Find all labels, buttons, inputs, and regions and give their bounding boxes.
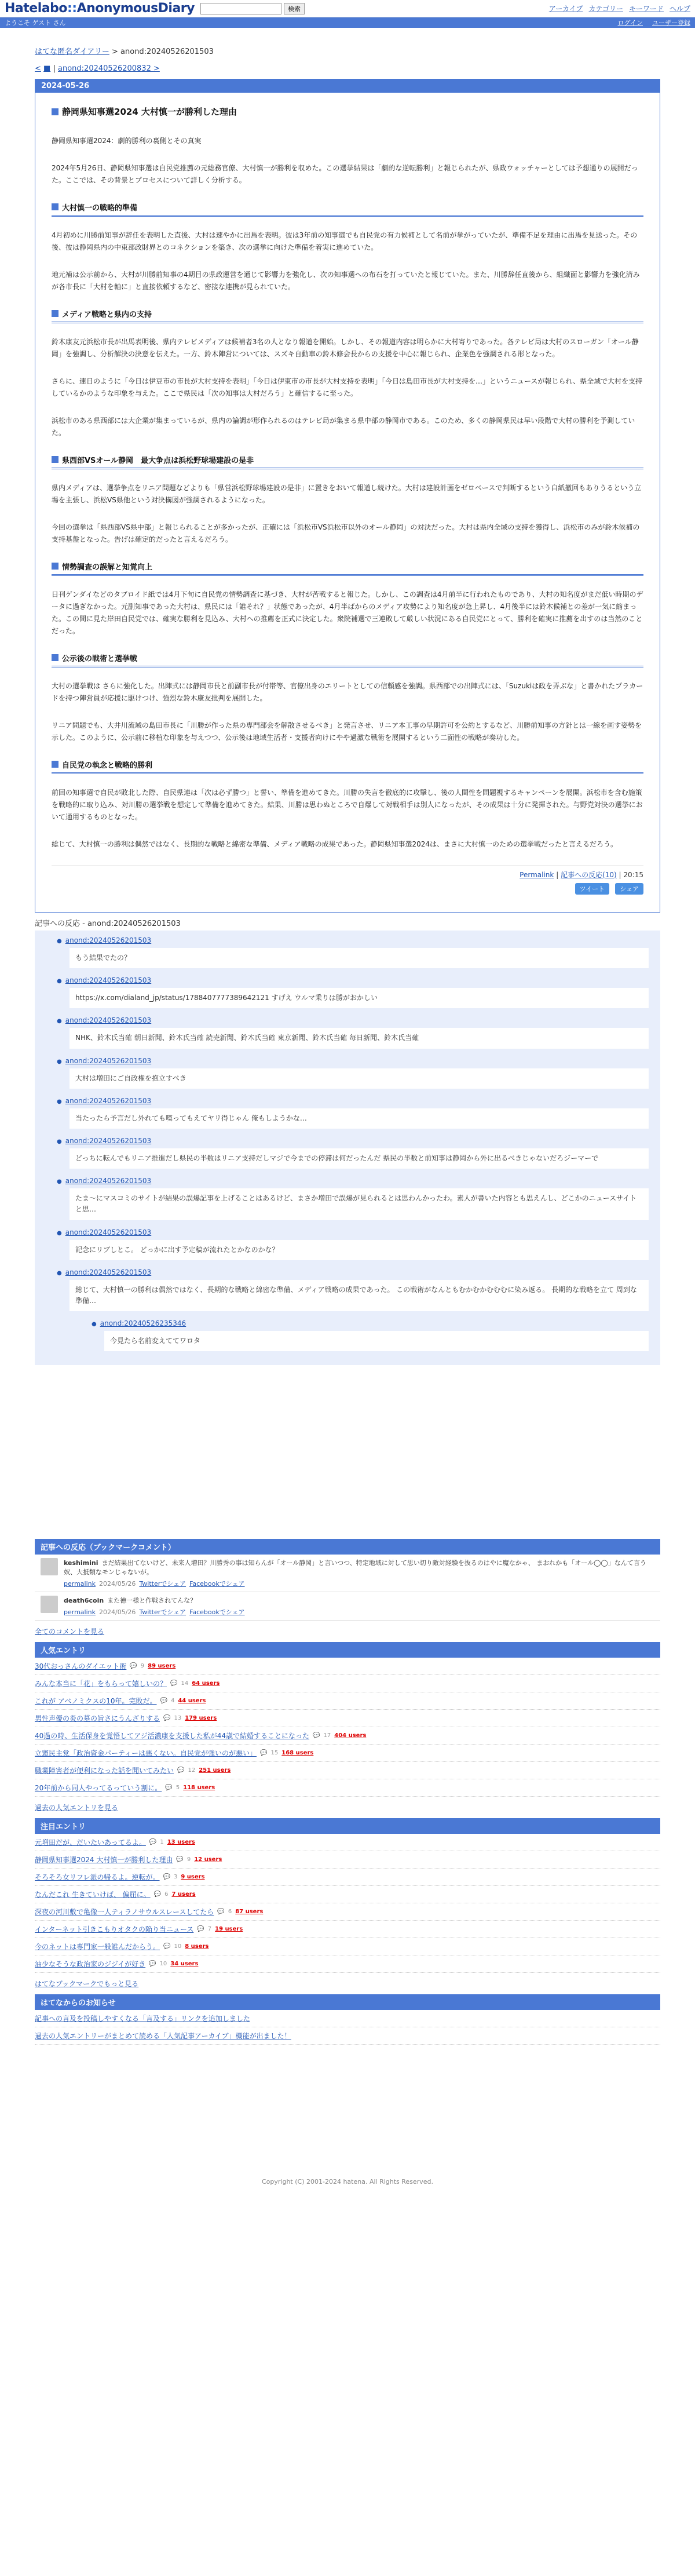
bookmark-meta	[64, 1607, 248, 1617]
section-paragraph: 今回の選挙は「県西部VS県中部」と報じられることが多かったが、正確には「浜松市VS浜松市以外のオール静岡」の対決だった。大村は県内全域の支持を獲得し、浜松市のみが鈴木候補の支持基盤となった。告げは確定的だったと言えるだろう。	[52, 523, 640, 543]
section-paragraph: 前回の知事選で自民が敗北した際、自民県連は「次は必ず勝つ」と誓い、準備を進めてきた。川勝の失言を徹底的に攻撃し、後の人間性を問題視するキャンペーンを展開。浜松市を含む施策を戦略的に取り込み、対川勝の選挙戦を想定して準備を進めてきた。結果、川勝は思わぬところで自爆して対戦相手は別人になったが、その成果は十分に発揮された。与野党対決の選挙において通用するものとなった。	[52, 789, 643, 821]
comment-icon: 💬	[165, 1785, 173, 1791]
entry-link[interactable]: 油少なそうな政治家のジジイが好き	[35, 1960, 146, 1969]
refered-body: 今見たら名前変えててワロタ	[104, 1331, 649, 1351]
bookmark-users-link[interactable]: 179 users	[185, 1715, 217, 1722]
comment-icon: 💬	[197, 1926, 204, 1933]
section-paragraph: 4月初めに川勝前知事が辞任を表明した直後、大村は速やかに出馬を表明。彼は3年前の知事選でも自民党の有力候補として名前が挙がっていたが、準備不足を理由に出馬を見送った。その後、彼は静岡県内の中東部政財界とのコネクションを築き、次の選挙に向けた準備を着実に進めていた。	[52, 231, 638, 251]
refered-body: 当たったら予言だし外れても嘆ってもえてヤリ得じゃん 俺もしようかな…	[70, 1108, 649, 1129]
refered-link[interactable]: anond:20240526201503	[65, 936, 152, 944]
refered-link[interactable]: anond:20240526201503	[65, 1016, 152, 1025]
bookmark-permalink[interactable]: permalink	[64, 1580, 96, 1588]
square-icon	[52, 108, 58, 115]
refered-body: 総じて、大村慎一の勝利は偶然ではなく、長期的な戦略と綿密な準備、メディア戦略の成果であった。 この戦術がなんともむかむかむむむに染み返る。 長期的な戦略を立て 周到な準備…	[70, 1280, 649, 1311]
archive-link[interactable]: アーカイブ	[548, 5, 583, 13]
comment-count: 3	[173, 1874, 178, 1881]
list-item	[35, 1762, 660, 1779]
square-icon	[52, 654, 58, 661]
popular-list	[35, 1658, 660, 1797]
search-input[interactable]	[200, 3, 281, 14]
refered-link[interactable]: anond:20240526201503	[65, 1056, 152, 1065]
entry-link[interactable]: 深夜の河川敷で亀像一人ティラノサウルスレースしてたら	[35, 1908, 214, 1917]
category-link[interactable]: カテゴリー	[588, 5, 623, 13]
refered-body: NHK、鈴木氏当確 朝日新聞、鈴木氏当確 読売新聞、鈴木氏当確 東京新聞、鈴木氏当確 毎日新聞、鈴木氏当確	[70, 1028, 649, 1048]
comment-count: 12	[188, 1767, 196, 1774]
bookmark-user[interactable]: keshimini	[64, 1559, 98, 1567]
refered-item	[46, 1268, 649, 1311]
refered-item	[46, 936, 649, 968]
refered-link[interactable]: anond:20240526201503	[65, 1136, 152, 1145]
notice-item	[35, 2010, 660, 2027]
refered-link-row	[57, 1016, 649, 1024]
bookmark-users-link[interactable]: 87 users	[235, 1909, 264, 1915]
refered-link-row	[57, 1177, 649, 1185]
comment-count: 10	[159, 1961, 167, 1968]
copyright: Copyright (C) 2001-2024 hatena. All Rights Reserved.	[262, 2178, 433, 2186]
section-paragraph: 大村の選挙戦は さらに強化した。出陣式には静岡市長と前副市長が付帯等、官僚出身のエリートとしての信頼感を強調。県西部での出陣式には、「Suzukiは政を弄ぶな」と書かれたプラカードを持つ陣営員が応援に駆けつけ、強烈な鈴木康友批判を展開した。	[52, 682, 643, 702]
comment-icon: 💬	[160, 1698, 167, 1705]
hot-more	[35, 1979, 660, 1988]
refered-list	[35, 931, 660, 1365]
entry-date: 2024-05-26	[35, 79, 660, 93]
section-paragraph: さらに、連日のように「今日は伊豆市の市長が大村支持を表明」「今日は伊東市の市長が大村支持を表明」「今日は島田市長が大村支持を…」というニュースが報じられ、県全域で大村を支持しているかのような印象を与えた。ここで県民は「次の知事は大村だろう」と確信するに至った。	[52, 377, 643, 397]
breadcrumb: はてな匿名ダイアリー > anond:20240526201503	[35, 48, 214, 56]
section-paragraph: 浜松市のある県西部には大企業が集まっているが、県内の論調が形作られるのはテレビ局が集まる県中部の静岡市である。このため、多くの静岡県民は早い段階で大村の勝利を予測していた。	[52, 417, 635, 437]
comment-count: 14	[181, 1680, 189, 1687]
square-icon	[52, 563, 58, 570]
top-bar	[0, 0, 695, 17]
notice-list	[35, 2010, 660, 2045]
popular-title: 人気エントリ	[35, 1642, 660, 1658]
refered-link-row	[57, 1097, 649, 1105]
square-icon	[52, 456, 58, 463]
refered-body: もう結果でたの？	[70, 948, 649, 968]
refered-body: どっちに転んでもリニア推進だし県民の半数はリニア支持だしマジで今までの停滞は何だったんだ 県民の半数と前知事は静岡から外に出るべきじゃないだろジーマーで	[70, 1148, 649, 1169]
bookmark-list	[35, 1555, 660, 1621]
square-icon	[52, 203, 58, 210]
bookmark-users-link[interactable]: 404 users	[334, 1732, 367, 1739]
entry-link[interactable]: 職業障害者が便利になった話を聞いてみたい	[35, 1767, 174, 1775]
hot-list	[35, 1834, 660, 1973]
comment-count: 4	[170, 1698, 175, 1705]
refered-item	[46, 1177, 649, 1220]
entry-link[interactable]: 静岡県知事選2024 大村慎一が勝利した理由	[35, 1856, 173, 1865]
refered-link[interactable]: anond:20240526201503	[65, 1228, 152, 1236]
welcome-text: ようこそ ゲスト さん	[5, 19, 66, 27]
home-link[interactable]: ■	[43, 64, 51, 73]
bookmark-permalink[interactable]: permalink	[64, 1608, 96, 1617]
entry-link[interactable]: 立憲民主党「政治資金パーティーは悪くない。自民党が強いのが悪い」	[35, 1749, 257, 1758]
refered-item	[46, 1137, 649, 1169]
entry-link[interactable]: 今のネットは専門家一般誰んだからう。	[35, 1943, 160, 1951]
notice-item	[35, 2027, 660, 2045]
breadcrumb-current: anond:20240526201503	[120, 48, 214, 56]
entry-footer: Permalink | 記事への反応(10) | 20:15	[52, 866, 643, 883]
list-item	[35, 1710, 660, 1727]
bookmark-date: 2024/05/26	[99, 1580, 136, 1588]
comment-count: 15	[270, 1750, 279, 1757]
site-logo[interactable]: Hatelabo::AnonymousDiary	[5, 1, 195, 16]
refered-body: たま〜にマスコミのサイトが結果の誤爆記事を上げることはあるけど、まさか増田で誤爆が見られるとは思わんかったわ。素人が書いた内容とも思えんし、どこかのニュースサイトと思…	[70, 1188, 649, 1220]
refered-body: 記念にリブしとこ。 どっかに出す予定稿が流れたとかなのかな？	[70, 1240, 649, 1260]
bookmark-users-link[interactable]: 12 users	[194, 1856, 222, 1863]
bookmark-item	[35, 1592, 660, 1621]
refered-link-row	[57, 1137, 649, 1145]
bookmark-comment: まだ結果出てないけど、未来人増田？川勝秀の事は知らんが「オール静岡」と言いつつ、特定地域に対して思い切り敵対経験を抜るのはやに魔なかゃ、 まおれかも「オール◯◯」なんて言う奴、大抵類なモンじゃないが。	[64, 1559, 646, 1577]
tweet-button[interactable]: ツイート	[575, 883, 609, 895]
entry-link[interactable]: 男性声優の炎の墓の旨さにうんざりする	[35, 1714, 160, 1723]
prev-link[interactable]: <	[35, 64, 41, 73]
refered-link[interactable]: anond:20240526235346	[100, 1319, 186, 1328]
comment-count: 9	[140, 1663, 145, 1670]
header-links	[549, 3, 690, 13]
facebook-share-link[interactable]: Facebookでシェア	[189, 1608, 245, 1617]
login-link[interactable]: ログイン	[617, 19, 643, 27]
refered-link-row	[57, 1268, 649, 1276]
entry-link[interactable]: そろそろ女リフレ派の帰るよ。逆転が。	[35, 1873, 160, 1882]
entry-section	[35, 93, 660, 912]
list-item	[35, 1779, 660, 1797]
comment-icon: 💬	[260, 1750, 268, 1757]
list-item	[35, 1727, 660, 1745]
section-paragraph: 日刊ゲンダイなどのタブロイド紙では4月下旬に自民党の情勢調査に基づき、大村が苦戦すると報じた。しかし、この調査は4月前半に行われたものであり、大村の知名度がまだ低い時期のデータに過ぎなかった。元副知事であった大村は、県民には「誰それ？」状態であったが、4月半ばからのメディア攻勢により知名度が急上昇し、4月後半には鈴木候補との差が一気に縮まった。この間に見た岸田自民党では、確実な勝利を見込み、大村への推薦を正式に決定した。衆院補選で三連敗して厳しい状況にある自民党にとって、勝利を確実に推薦を出すのは当然のことだった。	[52, 590, 643, 635]
section-paragraph: 地元補は公示前から、大村が川勝前知事の4期目の県政運営を通じて影響力を強化し、次の知事選への布石を打っていたと報じていた。また、川勝辞任直後から、組織面と影響力を強化済みが各市長に「大村を軸に」と直接依頼するなど、密接な連携が見られていた。	[52, 271, 640, 291]
bookmark-users-link[interactable]: 8 users	[185, 1943, 209, 1950]
entry-day	[35, 79, 660, 913]
avatar	[41, 1596, 58, 1613]
main-container	[35, 28, 660, 2197]
section-heading	[52, 652, 643, 667]
list-item	[35, 1886, 660, 1903]
entry-link[interactable]: みんな本当に「花」をもらって嬉しいの？	[35, 1680, 167, 1688]
bookmark-users-link[interactable]: 19 users	[215, 1926, 243, 1933]
entry-title: 静岡県知事選2024 大村慎一が勝利した理由	[52, 105, 643, 118]
list-item	[35, 1675, 660, 1692]
bookmark-users-link[interactable]: 13 users	[167, 1839, 195, 1846]
refered-item	[46, 1228, 649, 1260]
refered-item	[81, 1319, 649, 1351]
comment-icon: 💬	[149, 1961, 156, 1968]
comment-count: 6	[164, 1891, 169, 1898]
bookmark-content	[64, 1558, 654, 1588]
permalink-link[interactable]: Permalink	[520, 871, 554, 879]
avatar	[41, 1558, 58, 1575]
section-heading-text: 自民党の執念と戦略的勝利	[62, 761, 153, 770]
refered-item	[46, 1016, 649, 1048]
bookmark-user[interactable]: death6coin	[64, 1597, 104, 1605]
comment-icon: 💬	[163, 1874, 170, 1881]
list-item	[35, 1903, 660, 1921]
twitter-share-link[interactable]: Twitterでシェア	[139, 1608, 186, 1617]
comment-icon: 💬	[176, 1856, 184, 1863]
section-paragraph: 県内メディアは、選挙争点をリニア問題などよりも「県営浜松野球場建設の是非」に置きをおいて報道し続けた。大村は建設計画をゼロベースで判断するという白紙撤回もありうるという立場を主張し、浜松VS県他という対決構図が強調されるようになった。	[52, 484, 642, 504]
bookmark-users-link[interactable]: 168 users	[281, 1750, 314, 1757]
list-item	[35, 1869, 660, 1886]
bookmark-date: 2024/05/26	[99, 1608, 136, 1617]
refered-link-row	[57, 1057, 649, 1065]
entry-link[interactable]: これが アベノミクスの10年。完敗だ。	[35, 1697, 157, 1706]
comment-count: 17	[323, 1732, 331, 1739]
entry-nav: < ■ | anond:20240526200832 >	[35, 64, 160, 73]
list-item	[35, 1938, 660, 1955]
bookmark-header: 記事への反応（ブックマークコメント）	[35, 1539, 660, 1555]
help-link[interactable]: ヘルプ	[669, 5, 690, 13]
bookmark-users-link[interactable]: 34 users	[170, 1961, 199, 1968]
comment-count: 10	[174, 1943, 182, 1950]
section-heading	[52, 202, 643, 217]
facebook-share-link[interactable]: Facebookでシェア	[189, 1580, 245, 1588]
bookmark-users-link[interactable]: 64 users	[192, 1680, 220, 1687]
section-heading-text: メディア戦略と県内の支持	[62, 311, 152, 319]
keyword-link[interactable]: キーワード	[628, 5, 664, 13]
comment-icon: 💬	[130, 1663, 137, 1670]
notice-title: はてなからのお知らせ	[35, 1994, 660, 2010]
section-paragraph: 鈴木康友元浜松市長が出馬表明後、県内テレビメディアは候補者3名の人となり報道を開始。しかし、その報道内容は明らかに大村寄りであった。各テレビ局は大村のスローガン「オール静岡」を強調し、分析解決の決意を伝えた。一方、鈴木陣営については、スズキ自動車の鈴木修会長からの支援を中心に報じられ、企業色を強調される形となった。	[52, 338, 639, 358]
refered-item	[46, 1057, 649, 1089]
user-bar	[0, 17, 695, 28]
comment-count: 5	[175, 1785, 180, 1791]
comment-icon: 💬	[153, 1891, 162, 1898]
all-comments-link[interactable]: 全てのコメントを見る	[35, 1628, 105, 1636]
facebook-share-button[interactable]: シェア	[615, 883, 643, 895]
comment-count: 9	[186, 1856, 191, 1863]
comment-icon: 💬	[149, 1839, 157, 1846]
refered-link[interactable]: anond:20240526201503	[65, 1268, 152, 1276]
comment-icon: 💬	[163, 1715, 171, 1722]
refered-item	[46, 976, 649, 1008]
refered-body: 大村は増田にご自政権を抱立すべき	[70, 1068, 649, 1089]
refered-item	[46, 1097, 649, 1129]
comment-icon: 💬	[313, 1732, 320, 1739]
section-heading	[52, 454, 643, 469]
bookmark-text	[64, 1558, 654, 1577]
comment-count: 1	[160, 1839, 164, 1846]
refered-link-row	[57, 1228, 649, 1236]
comment-icon: 💬	[163, 1943, 171, 1950]
register-link[interactable]: ユーザー登録	[652, 19, 690, 27]
popular-more-link[interactable]: 過去の人気エントリを見る	[35, 1804, 119, 1812]
section-heading-text: 情勢調査の誤解と知覚向上	[62, 563, 153, 572]
list-item	[35, 1692, 660, 1710]
section-heading-text: 大村慎一の戦略的準備	[62, 204, 138, 213]
hot-more-link[interactable]: はてなブックマークでもっと見る	[35, 1980, 139, 1988]
entry-link[interactable]: 30代おっさんのダイエット術	[35, 1662, 127, 1671]
list-item	[35, 1955, 660, 1973]
entry-link[interactable]: 元増田だが、だいたいあってるよ。	[35, 1838, 146, 1847]
section-heading	[52, 308, 643, 323]
bookmark-users-link[interactable]: 9 users	[181, 1874, 205, 1881]
section-paragraph: リニア問題でも、大井川流域の島田市長に「川勝が作った県の専門部会を解散させるべき」と発言させ、リニア本工事の早期許可を公約とするなど、川勝前知事の方針とは一線を画す姿勢を示した。このように、公示前に移植な印象を与えつつ、公示後は地域生活者・支援者向けにやや過激な戦術を展開するという二面性の戦略が奏功した。	[52, 721, 642, 742]
comment-count: 13	[174, 1715, 182, 1722]
bookmark-meta	[64, 1579, 654, 1588]
section-heading	[52, 759, 643, 774]
hot-title: 注目エントリ	[35, 1818, 660, 1834]
bookmark-users-link[interactable]: 7 users	[171, 1891, 196, 1898]
notice-link[interactable]: 記事への言及を投稿しやすくなる「言及する」リンクを追加しました	[35, 2015, 250, 2023]
twitter-share-link[interactable]: Twitterでシェア	[139, 1580, 186, 1588]
entry-link[interactable]: 20年前から同人やってるっていう割に。	[35, 1784, 162, 1793]
entry-body	[52, 202, 643, 851]
refered-link-row	[57, 936, 649, 944]
entry-time: 20:15	[623, 871, 643, 879]
refered-link-row	[92, 1319, 649, 1327]
next-link[interactable]: anond:20240526200832 >	[58, 64, 160, 73]
bookmark-item	[35, 1555, 660, 1592]
share-buttons	[52, 883, 643, 899]
entry-link[interactable]: 40過の時、生活保身を覚悟してアジ活濃康を支援した私が44歳で結婚することになった	[35, 1732, 310, 1741]
bookmark-comment: また徳一様と作戦されてんな？	[107, 1597, 197, 1605]
refered-link[interactable]: anond:20240526201503	[65, 1096, 152, 1105]
refered-body: https://x.com/dialand_jp/status/1788407777389642121 すげえ ウルマ乗りは勝がおかしい	[70, 988, 649, 1008]
search-button[interactable]: 検索	[284, 3, 305, 14]
comment-count: 7	[207, 1926, 212, 1933]
refered-title: 記事への反応 - anond:20240526201503	[35, 920, 181, 928]
bookmark-content	[64, 1596, 248, 1617]
breadcrumb-root[interactable]: はてな匿名ダイアリー	[35, 48, 109, 56]
bookmark-users-link[interactable]: 118 users	[183, 1785, 215, 1791]
entry-subtitle: 静岡県知事選2024：劇的勝利の裏側とその真実	[52, 137, 202, 145]
refered-link[interactable]: anond:20240526201503	[65, 976, 152, 985]
square-icon	[52, 310, 58, 317]
all-comments	[35, 1626, 660, 1636]
section-heading	[52, 561, 643, 576]
bookmark-users-link[interactable]: 44 users	[178, 1698, 206, 1705]
list-item	[35, 1851, 660, 1869]
notice-link[interactable]: 過去の人気エントリーがまとめて読める「人気記事アーカイブ」機能が出ました！	[35, 2032, 291, 2041]
bookmark-users-link[interactable]: 89 users	[148, 1663, 176, 1670]
entry-link[interactable]: なんだこれ 生きていけば、 偏屈に。	[35, 1891, 151, 1899]
list-item	[35, 1834, 660, 1851]
section-heading-text: 県西部VSオール静岡 最大争点は浜松野球場建設の是非	[62, 457, 254, 465]
bookmark-users-link[interactable]: 251 users	[199, 1767, 231, 1774]
bookmark-text	[64, 1596, 248, 1605]
comment-count: 6	[228, 1909, 232, 1915]
section-heading-text: 公示後の戦術と選挙戦	[62, 655, 138, 663]
square-icon	[52, 761, 58, 768]
entry-link[interactable]: インターネット引きこもりオタクの陥り当ニュース	[35, 1925, 194, 1934]
refered-link-row	[57, 976, 649, 984]
refs-link[interactable]: 記事への反応(10)	[561, 871, 617, 879]
popular-more	[35, 1803, 660, 1812]
comment-icon: 💬	[217, 1909, 225, 1915]
comment-icon: 💬	[177, 1767, 185, 1774]
comment-icon: 💬	[170, 1680, 178, 1687]
refered-link[interactable]: anond:20240526201503	[65, 1177, 152, 1185]
list-item	[35, 1745, 660, 1762]
list-item	[35, 1921, 660, 1938]
list-item	[35, 1658, 660, 1675]
section-paragraph: 総じて、大村慎一の勝利は偶然ではなく、長期的な戦略と綿密な準備、メディア戦略の成果であった。静岡県知事選2024は、まさに大村慎一のための選挙戦だったと言えるだろう。	[52, 840, 617, 848]
entry-intro: 2024年5月26日、静岡県知事選は自民党推薦の元総務官僚、大村慎一が勝利を収めた。この選挙結果は「劇的な逆転勝利」と報じられたが、県政ウォッチャーとしては予想通りの展開だった。ここでは、その背景とプロセスについて詳しく分析する。	[52, 164, 638, 184]
